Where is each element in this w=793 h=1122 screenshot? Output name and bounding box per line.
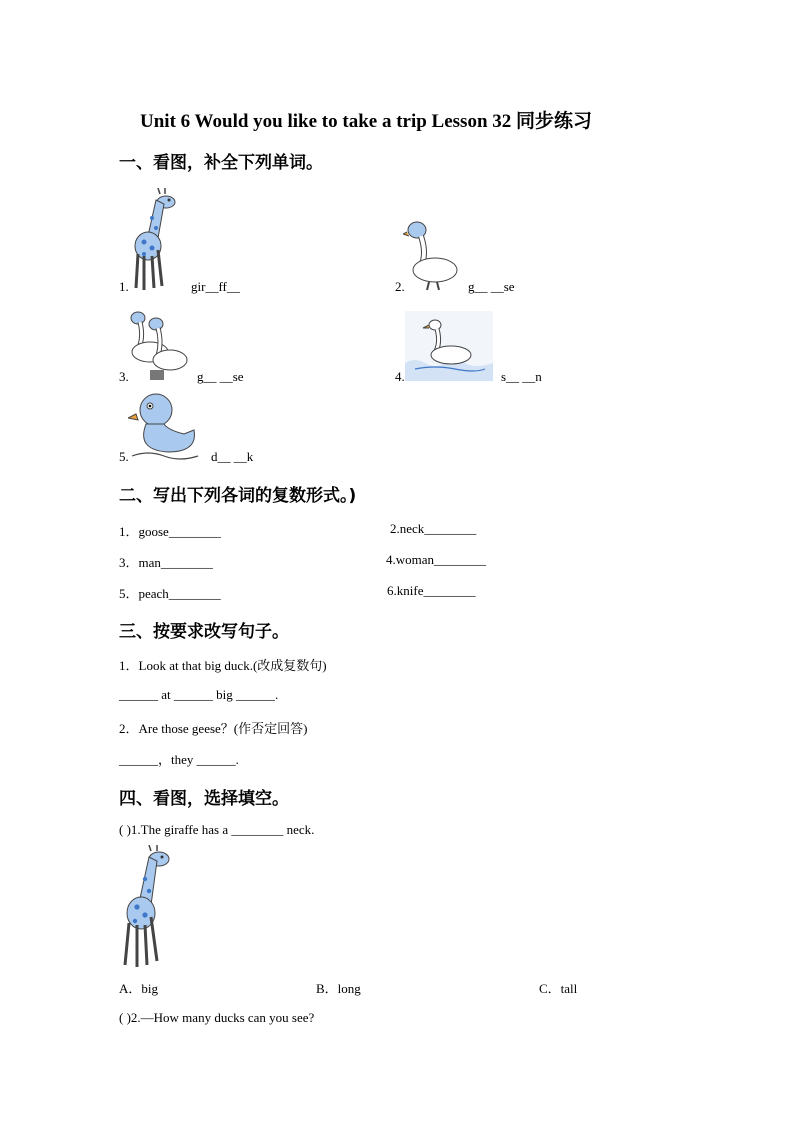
giraffe-icon: [119, 845, 177, 969]
goose-icon: [403, 218, 461, 292]
item-1-word: gir__ff__: [191, 279, 240, 294]
giraffe-icon: [130, 188, 180, 294]
rewrite-question-1: 1．Look at that big duck.(改成复数句): [119, 658, 327, 673]
plural-item-5: 5．peach________: [119, 586, 221, 601]
section-3-heading: 三、按要求改写句子。: [119, 622, 289, 642]
plural-item-4: 4.woman________: [386, 552, 487, 567]
section-1-heading: 一、看图，补全下列单词。: [119, 153, 323, 173]
rewrite-answer-1: ______ at ______ big ______.: [119, 687, 279, 702]
plural-item-1: 1．goose________: [119, 524, 221, 539]
rewrite-question-2: 2．Are those geese？(作否定回答): [119, 721, 308, 736]
item-2-number: 2.: [395, 279, 405, 294]
section-4-heading: 四、看图，选择填空。: [119, 789, 289, 809]
option-c: C．tall: [539, 981, 578, 996]
item-3-word: g__ __se: [197, 369, 244, 384]
plural-item-2: 2.neck________: [390, 521, 477, 536]
plural-item-3: 3．man________: [119, 555, 213, 570]
plural-item-6: 6.knife________: [387, 583, 476, 598]
item-5-number: 5.: [119, 449, 129, 464]
choice-question-1: ( )1.The giraffe has a ________ neck.: [119, 822, 315, 837]
page-title: Unit 6 Would you like to take a trip Lesson 32 同步练习: [140, 111, 593, 132]
item-2-word: g__ __se: [468, 279, 515, 294]
geese-icon: [128, 308, 188, 383]
item-3-number: 3.: [119, 369, 129, 384]
rewrite-answer-2: ______，they ______.: [119, 752, 239, 767]
item-4-number: 4.: [395, 369, 405, 384]
option-a: A．big: [119, 981, 159, 996]
section-2-heading: 二、写出下列各词的复数形式。): [119, 486, 357, 506]
choice-question-2: ( )2.—How many ducks can you see?: [119, 1010, 315, 1025]
item-4-word: s__ __n: [501, 369, 542, 384]
item-5-word: d__ __k: [211, 449, 254, 464]
swan-icon: [405, 311, 493, 381]
duck-icon: [128, 390, 204, 462]
item-1-number: 1.: [119, 279, 129, 294]
option-b: B．long: [316, 981, 361, 996]
